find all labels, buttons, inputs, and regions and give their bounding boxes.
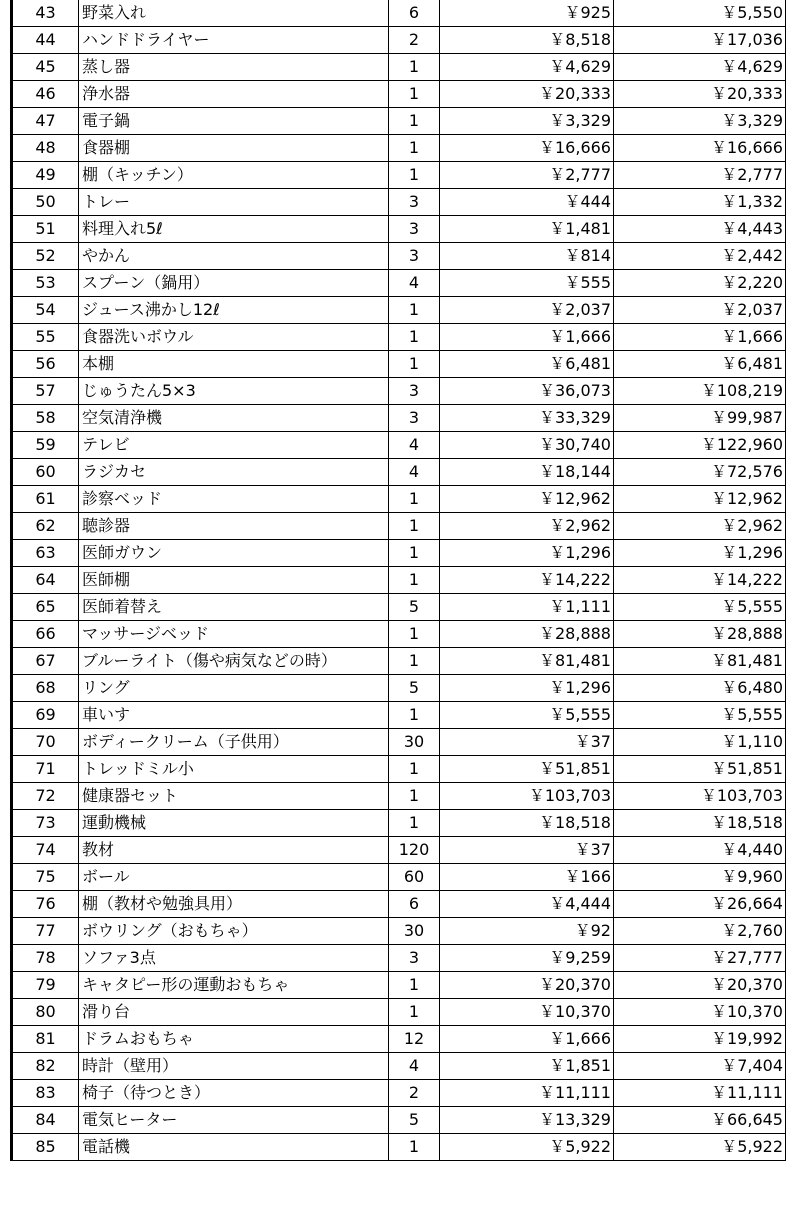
table-row [12, 1134, 786, 1161]
total-price-cell[interactable]: ￥14,222 [614, 567, 786, 594]
item-name-cell[interactable]: 本棚 [79, 351, 389, 378]
unit-price-cell[interactable]: ￥166 [440, 864, 614, 891]
quantity-cell[interactable]: 1 [389, 351, 440, 378]
total-price-cell[interactable]: ￥2,442 [614, 243, 786, 270]
total-price-cell[interactable]: ￥6,481 [614, 351, 786, 378]
row-number-cell[interactable]: 56 [12, 351, 79, 378]
total-price-cell[interactable]: ￥7,404 [614, 1053, 786, 1080]
quantity-cell[interactable]: 1 [389, 648, 440, 675]
item-name-cell[interactable]: 健康器セット [79, 783, 389, 810]
unit-price-cell[interactable]: ￥444 [440, 189, 614, 216]
unit-price-cell[interactable]: ￥5,555 [440, 702, 614, 729]
table-row [12, 270, 786, 297]
quantity-cell[interactable]: 30 [389, 729, 440, 756]
unit-price-cell[interactable]: ￥1,296 [440, 540, 614, 567]
total-price-cell[interactable]: ￥27,777 [614, 945, 786, 972]
row-number-cell[interactable]: 68 [12, 675, 79, 702]
quantity-cell[interactable]: 1 [389, 972, 440, 999]
row-number-cell[interactable]: 51 [12, 216, 79, 243]
row-number-cell[interactable]: 48 [12, 135, 79, 162]
total-price-cell[interactable]: ￥99,987 [614, 405, 786, 432]
table-row [12, 486, 786, 513]
item-name-cell[interactable]: ソファ3点 [79, 945, 389, 972]
item-price-table [10, 0, 786, 1161]
quantity-cell[interactable]: 1 [389, 486, 440, 513]
item-name-cell[interactable]: 車いす [79, 702, 389, 729]
total-price-cell[interactable]: ￥2,962 [614, 513, 786, 540]
quantity-cell[interactable]: 6 [389, 891, 440, 918]
item-name-cell[interactable]: テレビ [79, 432, 389, 459]
unit-price-cell[interactable]: ￥1,481 [440, 216, 614, 243]
row-number-cell[interactable]: 67 [12, 648, 79, 675]
quantity-cell[interactable]: 3 [389, 405, 440, 432]
row-number-cell[interactable]: 82 [12, 1053, 79, 1080]
total-price-cell[interactable]: ￥19,992 [614, 1026, 786, 1053]
unit-price-cell[interactable]: ￥2,962 [440, 513, 614, 540]
quantity-cell[interactable]: 1 [389, 702, 440, 729]
table-row [12, 1080, 786, 1107]
item-name-cell[interactable]: キャタピー形の運動おもちゃ [79, 972, 389, 999]
unit-price-cell[interactable]: ￥81,481 [440, 648, 614, 675]
total-price-cell[interactable]: ￥5,555 [614, 702, 786, 729]
row-number-cell[interactable]: 50 [12, 189, 79, 216]
table-row [12, 54, 786, 81]
item-name-cell[interactable]: 電子鍋 [79, 108, 389, 135]
item-name-cell[interactable]: 滑り台 [79, 999, 389, 1026]
total-price-cell[interactable]: ￥4,629 [614, 54, 786, 81]
item-name-cell[interactable]: 棚（教材や勉強具用） [79, 891, 389, 918]
quantity-cell[interactable]: 3 [389, 216, 440, 243]
unit-price-cell[interactable]: ￥555 [440, 270, 614, 297]
quantity-cell[interactable]: 2 [389, 1080, 440, 1107]
unit-price-cell[interactable]: ￥18,518 [440, 810, 614, 837]
table-row [12, 405, 786, 432]
table-row [12, 513, 786, 540]
row-number-cell[interactable]: 80 [12, 999, 79, 1026]
total-price-cell[interactable]: ￥3,329 [614, 108, 786, 135]
total-price-cell[interactable]: ￥1,110 [614, 729, 786, 756]
item-name-cell[interactable]: 医師着替え [79, 594, 389, 621]
total-price-cell[interactable]: ￥9,960 [614, 864, 786, 891]
row-number-cell[interactable]: 43 [12, 0, 79, 27]
unit-price-cell[interactable]: ￥8,518 [440, 27, 614, 54]
row-number-cell[interactable]: 81 [12, 1026, 79, 1053]
quantity-cell[interactable]: 6 [389, 0, 440, 27]
row-number-cell[interactable]: 78 [12, 945, 79, 972]
row-number-cell[interactable]: 58 [12, 405, 79, 432]
item-name-cell[interactable]: 椅子（待つとき） [79, 1080, 389, 1107]
table-row [12, 243, 786, 270]
item-name-cell[interactable]: 空気清浄機 [79, 405, 389, 432]
quantity-cell[interactable]: 1 [389, 297, 440, 324]
item-name-cell[interactable]: リング [79, 675, 389, 702]
row-number-cell[interactable]: 53 [12, 270, 79, 297]
total-price-cell[interactable]: ￥16,666 [614, 135, 786, 162]
total-price-cell[interactable]: ￥20,370 [614, 972, 786, 999]
unit-price-cell[interactable]: ￥1,666 [440, 1026, 614, 1053]
row-number-cell[interactable]: 72 [12, 783, 79, 810]
table-row [12, 621, 786, 648]
row-number-cell[interactable]: 54 [12, 297, 79, 324]
total-price-cell[interactable]: ￥26,664 [614, 891, 786, 918]
item-name-cell[interactable]: 棚（キッチン） [79, 162, 389, 189]
unit-price-cell[interactable]: ￥9,259 [440, 945, 614, 972]
unit-price-cell[interactable]: ￥37 [440, 837, 614, 864]
quantity-cell[interactable]: 4 [389, 432, 440, 459]
total-price-cell[interactable]: ￥17,036 [614, 27, 786, 54]
unit-price-cell[interactable]: ￥11,111 [440, 1080, 614, 1107]
table-row [12, 324, 786, 351]
unit-price-cell[interactable]: ￥1,111 [440, 594, 614, 621]
quantity-cell[interactable]: 1 [389, 621, 440, 648]
quantity-cell[interactable]: 1 [389, 1134, 440, 1161]
table-row [12, 351, 786, 378]
quantity-cell[interactable]: 1 [389, 513, 440, 540]
row-number-cell[interactable]: 57 [12, 378, 79, 405]
table-row [12, 891, 786, 918]
total-price-cell[interactable]: ￥4,443 [614, 216, 786, 243]
total-price-cell[interactable]: ￥122,960 [614, 432, 786, 459]
quantity-cell[interactable]: 60 [389, 864, 440, 891]
item-name-cell[interactable]: じゅうたん5×3 [79, 378, 389, 405]
total-price-cell[interactable]: ￥103,703 [614, 783, 786, 810]
item-name-cell[interactable]: ボディークリーム（子供用） [79, 729, 389, 756]
table-row [12, 945, 786, 972]
table-row [12, 216, 786, 243]
total-price-cell[interactable]: ￥108,219 [614, 378, 786, 405]
unit-price-cell[interactable]: ￥30,740 [440, 432, 614, 459]
row-number-cell[interactable]: 55 [12, 324, 79, 351]
row-number-cell[interactable]: 66 [12, 621, 79, 648]
quantity-cell[interactable]: 5 [389, 675, 440, 702]
row-number-cell[interactable]: 59 [12, 432, 79, 459]
unit-price-cell[interactable]: ￥4,444 [440, 891, 614, 918]
total-price-cell[interactable]: ￥66,645 [614, 1107, 786, 1134]
total-price-cell[interactable]: ￥10,370 [614, 999, 786, 1026]
total-price-cell[interactable]: ￥72,576 [614, 459, 786, 486]
unit-price-cell[interactable]: ￥20,333 [440, 81, 614, 108]
unit-price-cell[interactable]: ￥3,329 [440, 108, 614, 135]
item-name-cell[interactable]: ラジカセ [79, 459, 389, 486]
table-row [12, 594, 786, 621]
unit-price-cell[interactable]: ￥1,851 [440, 1053, 614, 1080]
quantity-cell[interactable]: 2 [389, 27, 440, 54]
quantity-cell[interactable]: 12 [389, 1026, 440, 1053]
quantity-cell[interactable]: 1 [389, 567, 440, 594]
unit-price-cell[interactable]: ￥18,144 [440, 459, 614, 486]
unit-price-cell[interactable]: ￥28,888 [440, 621, 614, 648]
row-number-cell[interactable]: 74 [12, 837, 79, 864]
unit-price-cell[interactable]: ￥36,073 [440, 378, 614, 405]
item-name-cell[interactable]: ハンドドライヤー [79, 27, 389, 54]
quantity-cell[interactable]: 1 [389, 324, 440, 351]
item-name-cell[interactable]: ボール [79, 864, 389, 891]
quantity-cell[interactable]: 4 [389, 270, 440, 297]
table-row [12, 675, 786, 702]
quantity-cell[interactable]: 1 [389, 810, 440, 837]
row-number-cell[interactable]: 62 [12, 513, 79, 540]
total-price-cell[interactable]: ￥1,666 [614, 324, 786, 351]
table-row [12, 756, 786, 783]
row-number-cell[interactable]: 76 [12, 891, 79, 918]
quantity-cell[interactable]: 3 [389, 378, 440, 405]
table-row [12, 918, 786, 945]
total-price-cell[interactable]: ￥81,481 [614, 648, 786, 675]
table-row [12, 972, 786, 999]
total-price-cell[interactable]: ￥18,518 [614, 810, 786, 837]
quantity-cell[interactable]: 1 [389, 81, 440, 108]
table-row [12, 108, 786, 135]
unit-price-cell[interactable]: ￥103,703 [440, 783, 614, 810]
row-number-cell[interactable]: 75 [12, 864, 79, 891]
total-price-cell[interactable]: ￥6,480 [614, 675, 786, 702]
unit-price-cell[interactable]: ￥14,222 [440, 567, 614, 594]
row-number-cell[interactable]: 71 [12, 756, 79, 783]
item-name-cell[interactable]: スプーン（鍋用） [79, 270, 389, 297]
quantity-cell[interactable]: 3 [389, 243, 440, 270]
total-price-cell[interactable]: ￥20,333 [614, 81, 786, 108]
row-number-cell[interactable]: 69 [12, 702, 79, 729]
item-name-cell[interactable]: トレッドミル小 [79, 756, 389, 783]
total-price-cell[interactable]: ￥4,440 [614, 837, 786, 864]
item-name-cell[interactable]: 野菜入れ [79, 0, 389, 27]
table-row [12, 189, 786, 216]
row-number-cell[interactable]: 63 [12, 540, 79, 567]
quantity-cell[interactable]: 30 [389, 918, 440, 945]
quantity-cell[interactable]: 4 [389, 1053, 440, 1080]
row-number-cell[interactable]: 47 [12, 108, 79, 135]
unit-price-cell[interactable]: ￥10,370 [440, 999, 614, 1026]
item-name-cell[interactable]: 運動機械 [79, 810, 389, 837]
table-row [12, 459, 786, 486]
table-row [12, 540, 786, 567]
item-name-cell[interactable]: 食器洗いボウル [79, 324, 389, 351]
unit-price-cell[interactable]: ￥92 [440, 918, 614, 945]
item-name-cell[interactable]: 電話機 [79, 1134, 389, 1161]
item-name-cell[interactable]: 浄水器 [79, 81, 389, 108]
unit-price-cell[interactable]: ￥2,037 [440, 297, 614, 324]
unit-price-cell[interactable]: ￥16,666 [440, 135, 614, 162]
quantity-cell[interactable]: 1 [389, 54, 440, 81]
item-name-cell[interactable]: 医師ガウン [79, 540, 389, 567]
row-number-cell[interactable]: 49 [12, 162, 79, 189]
item-name-cell[interactable]: 蒸し器 [79, 54, 389, 81]
unit-price-cell[interactable]: ￥1,666 [440, 324, 614, 351]
item-name-cell[interactable]: ブルーライト（傷や病気などの時） [79, 648, 389, 675]
total-price-cell[interactable]: ￥51,851 [614, 756, 786, 783]
unit-price-cell[interactable]: ￥12,962 [440, 486, 614, 513]
unit-price-cell[interactable]: ￥4,629 [440, 54, 614, 81]
row-number-cell[interactable]: 70 [12, 729, 79, 756]
item-name-cell[interactable]: 診察ベッド [79, 486, 389, 513]
row-number-cell[interactable]: 60 [12, 459, 79, 486]
item-name-cell[interactable]: 医師棚 [79, 567, 389, 594]
unit-price-cell[interactable]: ￥925 [440, 0, 614, 27]
quantity-cell[interactable]: 3 [389, 189, 440, 216]
row-number-cell[interactable]: 84 [12, 1107, 79, 1134]
item-name-cell[interactable]: トレー [79, 189, 389, 216]
row-number-cell[interactable]: 64 [12, 567, 79, 594]
unit-price-cell[interactable]: ￥37 [440, 729, 614, 756]
unit-price-cell[interactable]: ￥33,329 [440, 405, 614, 432]
table-row [12, 378, 786, 405]
item-name-cell[interactable]: 時計（壁用） [79, 1053, 389, 1080]
total-price-cell[interactable]: ￥1,332 [614, 189, 786, 216]
total-price-cell[interactable]: ￥1,296 [614, 540, 786, 567]
total-price-cell[interactable]: ￥5,922 [614, 1134, 786, 1161]
table-row [12, 864, 786, 891]
row-number-cell[interactable]: 61 [12, 486, 79, 513]
table-row [12, 297, 786, 324]
item-name-cell[interactable]: 食器棚 [79, 135, 389, 162]
quantity-cell[interactable]: 1 [389, 783, 440, 810]
unit-price-cell[interactable]: ￥5,922 [440, 1134, 614, 1161]
table-row [12, 702, 786, 729]
item-name-cell[interactable]: 聴診器 [79, 513, 389, 540]
quantity-cell[interactable]: 120 [389, 837, 440, 864]
item-name-cell[interactable]: ドラムおもちゃ [79, 1026, 389, 1053]
quantity-cell[interactable]: 1 [389, 135, 440, 162]
row-number-cell[interactable]: 77 [12, 918, 79, 945]
item-name-cell[interactable]: 電気ヒーター [79, 1107, 389, 1134]
unit-price-cell[interactable]: ￥1,296 [440, 675, 614, 702]
unit-price-cell[interactable]: ￥2,777 [440, 162, 614, 189]
table-row [12, 162, 786, 189]
item-name-cell[interactable]: マッサージベッド [79, 621, 389, 648]
row-number-cell[interactable]: 85 [12, 1134, 79, 1161]
table-row [12, 1026, 786, 1053]
unit-price-cell[interactable]: ￥20,370 [440, 972, 614, 999]
table-body [12, 0, 786, 1161]
table-row [12, 999, 786, 1026]
quantity-cell[interactable]: 1 [389, 540, 440, 567]
item-name-cell[interactable]: やかん [79, 243, 389, 270]
table-row [12, 135, 786, 162]
row-number-cell[interactable]: 52 [12, 243, 79, 270]
row-number-cell[interactable]: 73 [12, 810, 79, 837]
row-number-cell[interactable]: 79 [12, 972, 79, 999]
table-row [12, 81, 786, 108]
item-name-cell[interactable]: 教材 [79, 837, 389, 864]
table-row [12, 783, 786, 810]
table-row [12, 0, 786, 27]
total-price-cell[interactable]: ￥28,888 [614, 621, 786, 648]
table-row [12, 810, 786, 837]
unit-price-cell[interactable]: ￥814 [440, 243, 614, 270]
table-row [12, 27, 786, 54]
quantity-cell[interactable]: 4 [389, 459, 440, 486]
total-price-cell[interactable]: ￥11,111 [614, 1080, 786, 1107]
total-price-cell[interactable]: ￥2,760 [614, 918, 786, 945]
row-number-cell[interactable]: 65 [12, 594, 79, 621]
quantity-cell[interactable]: 1 [389, 162, 440, 189]
quantity-cell[interactable]: 3 [389, 945, 440, 972]
unit-price-cell[interactable]: ￥6,481 [440, 351, 614, 378]
item-name-cell[interactable]: ボウリング（おもちゃ） [79, 918, 389, 945]
total-price-cell[interactable]: ￥2,037 [614, 297, 786, 324]
table-row [12, 432, 786, 459]
total-price-cell[interactable]: ￥2,220 [614, 270, 786, 297]
item-name-cell[interactable]: ジュース沸かし12ℓ [79, 297, 389, 324]
unit-price-cell[interactable]: ￥51,851 [440, 756, 614, 783]
table-row [12, 567, 786, 594]
total-price-cell[interactable]: ￥2,777 [614, 162, 786, 189]
quantity-cell[interactable]: 5 [389, 594, 440, 621]
table-row [12, 729, 786, 756]
row-number-cell[interactable]: 45 [12, 54, 79, 81]
unit-price-cell[interactable]: ￥13,329 [440, 1107, 614, 1134]
row-number-cell[interactable]: 44 [12, 27, 79, 54]
quantity-cell[interactable]: 1 [389, 999, 440, 1026]
total-price-cell[interactable]: ￥5,550 [614, 0, 786, 27]
table-row [12, 1107, 786, 1134]
table-row [12, 1053, 786, 1080]
total-price-cell[interactable]: ￥12,962 [614, 486, 786, 513]
table-row [12, 648, 786, 675]
quantity-cell[interactable]: 1 [389, 756, 440, 783]
quantity-cell[interactable]: 1 [389, 108, 440, 135]
row-number-cell[interactable]: 46 [12, 81, 79, 108]
table-row [12, 837, 786, 864]
row-number-cell[interactable]: 83 [12, 1080, 79, 1107]
total-price-cell[interactable]: ￥5,555 [614, 594, 786, 621]
quantity-cell[interactable]: 5 [389, 1107, 440, 1134]
item-name-cell[interactable]: 料理入れ5ℓ [79, 216, 389, 243]
